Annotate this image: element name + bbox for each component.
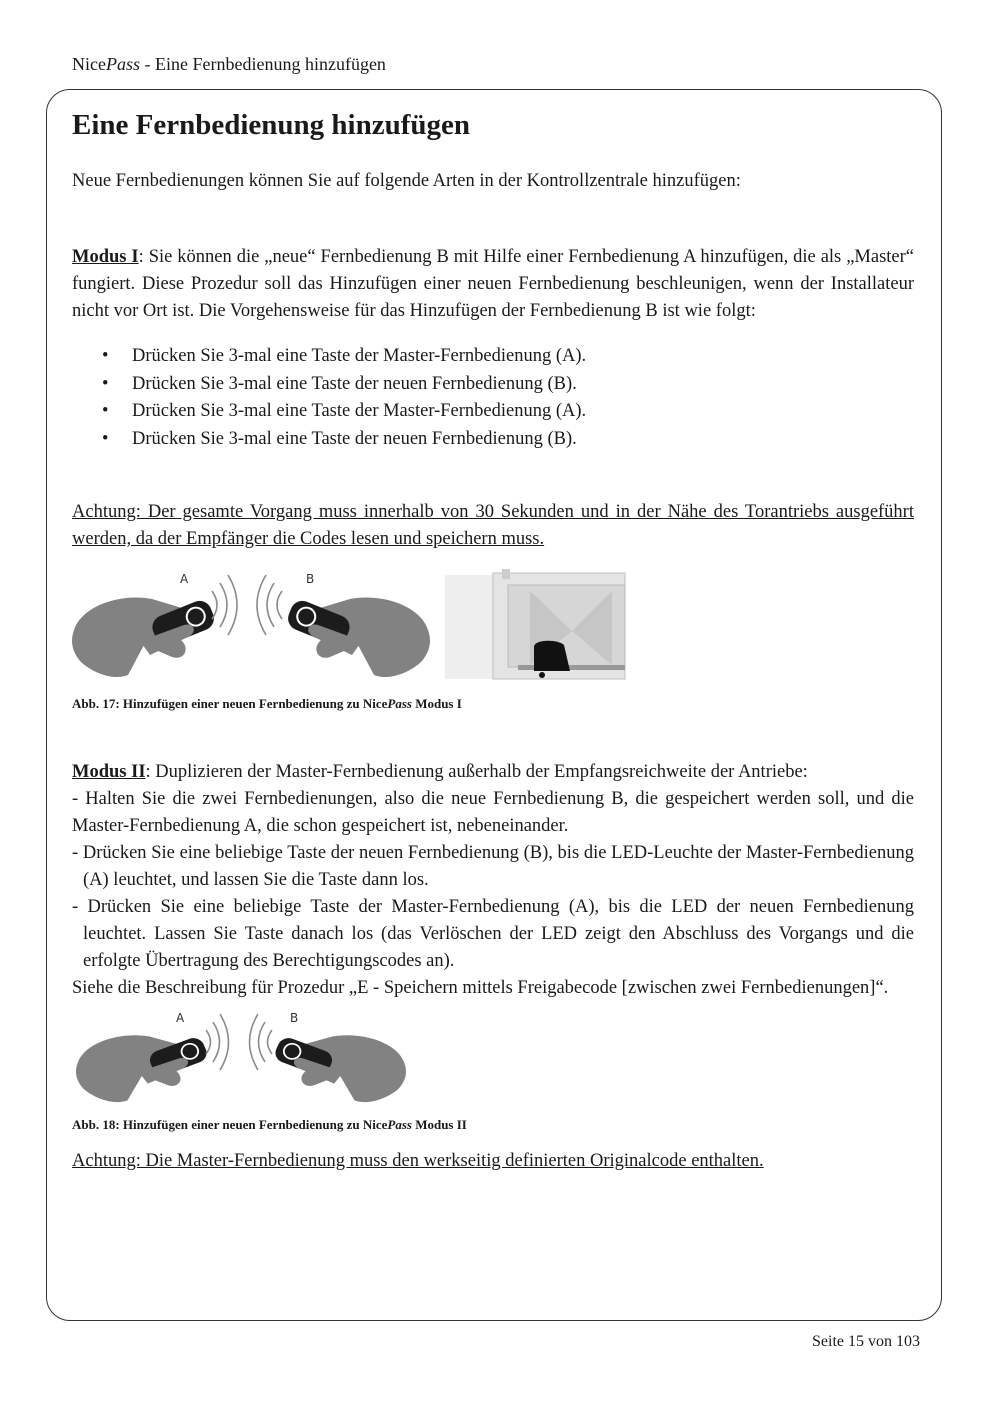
caption-text: Abb. 18: Hinzufügen einer neuen Fernbedienung zu Nice [72,1117,388,1132]
list-item [72,398,914,426]
modus2-line: - Drücken Sie eine beliebige Taste der neuen Fernbedienung (B), bis die LED-Leuchte der Master-Fernbedienung (A) leuchtet, und lassen Sie die Taste dann los. [72,843,914,890]
caption-brand: Pass [387,1117,412,1132]
figure-label-a: A [180,572,189,586]
bullet: • [102,373,109,394]
signal-waves-icon [212,575,282,635]
caption-suffix: Modus II [411,1117,467,1132]
header-title: - Eine Fernbedienung hinzufügen [140,54,386,74]
bullet: • [102,346,109,366]
running-header [72,54,386,75]
section-title: Eine Fernbedienung hinzufügen [72,109,471,141]
list-item [72,371,914,399]
figure-label-b: B [290,1011,299,1025]
caption-brand: Pass [387,696,412,711]
caption-suffix: Modus I [411,696,462,711]
hand-a-icon [76,1035,210,1102]
signal-waves-icon [206,1014,272,1070]
step-text: Drücken Sie 3-mal eine Taste der neuen Fernbedienung (B). [132,428,577,449]
modus2-warning: Achtung: Die Master-Fernbedienung muss den werkseitig definierten Originalcode enthalten. [72,1151,764,1171]
bullet: • [102,401,109,421]
modus1-paragraph [72,244,914,325]
modus1-steps [72,343,914,453]
figure-label-a: A [176,1011,185,1025]
modus2-line: - Drücken Sie eine beliebige Taste der Master-Fernbedienung (A), bis die LED der neuen Fernbedienung leuchtet. Lassen Sie Taste danach los (das Verlöschen der LED zeigt den Abschluss des Vorgangs und die erfolgte Übertragung des Berechtigungscodes an). [72,897,914,971]
page-number: Seite 15 von 103 [812,1333,920,1350]
list-item [72,426,914,454]
hand-b-icon [272,1035,406,1102]
step-text: Drücken Sie 3-mal eine Taste der Master-Fernbedienung (A). [132,401,587,421]
figure-17-caption [72,695,914,713]
list-item [72,343,914,371]
bullet: • [102,428,109,449]
figure-18-illustration [72,1008,412,1108]
step-text: Drücken Sie 3-mal eine Taste der Master-Fernbedienung (A). [132,346,587,366]
header-brand: Nice [72,54,106,74]
modus2-line: - Halten Sie die zwei Fernbedienungen, also die neue Fernbedienung B, die gespeichert werden soll, und die Master-Fernbedienung A, die schon gespeichert ist, nebeneinander. [72,789,914,836]
figure-17-illustration [72,565,632,683]
modus2-label: Modus II [72,762,146,782]
modus1-warning: Achtung: Der gesamte Vorgang muss innerhalb von 30 Sekunden und in der Nähe des Torantriebs ausgeführt werden, da der Empfänger die Codes lesen und speichern muss. [72,502,914,549]
hand-b-icon [284,597,430,677]
intro-paragraph: Neue Fernbedienungen können Sie auf folgende Arten in der Kontrollzentrale hinzufügen: [72,171,741,191]
modus2-see-also: Siehe die Beschreibung für Prozedur „E - Speichern mittels Freigabecode [zwischen zwei Fernbedienungen]“. [72,978,889,998]
step-text: Drücken Sie 3-mal eine Taste der neuen Fernbedienung (B). [132,373,577,394]
modus1-label: Modus I [72,247,139,267]
modus2-text: : Duplizieren der Master-Fernbedienung außerhalb der Empfangsreichweite der Antriebe: [145,762,808,782]
header-brand-italic: Pass [105,54,140,74]
modus2-paragraph [72,759,914,786]
caption-text: Abb. 17: Hinzufügen einer neuen Fernbedienung zu Nice [72,696,388,711]
figure-18-caption [72,1116,914,1134]
modus1-text: : Sie können die „neue“ Fernbedienung B mit Hilfe einer Fernbedienung A hinzufügen, die als „Master“ fungiert. Diese Prozedur soll das Hinzufügen einer neuen Fernbedienung beschleunigen, wenn der Installateur nicht vor Ort ist. Die Vorgehensweise für das Hinzufügen der Fernbedienung B ist wie folgt: [72,247,914,321]
page-content [72,104,914,1175]
figure-label-b: B [306,572,315,586]
gate-motor-icon [445,569,625,679]
hand-a-icon [72,597,218,677]
